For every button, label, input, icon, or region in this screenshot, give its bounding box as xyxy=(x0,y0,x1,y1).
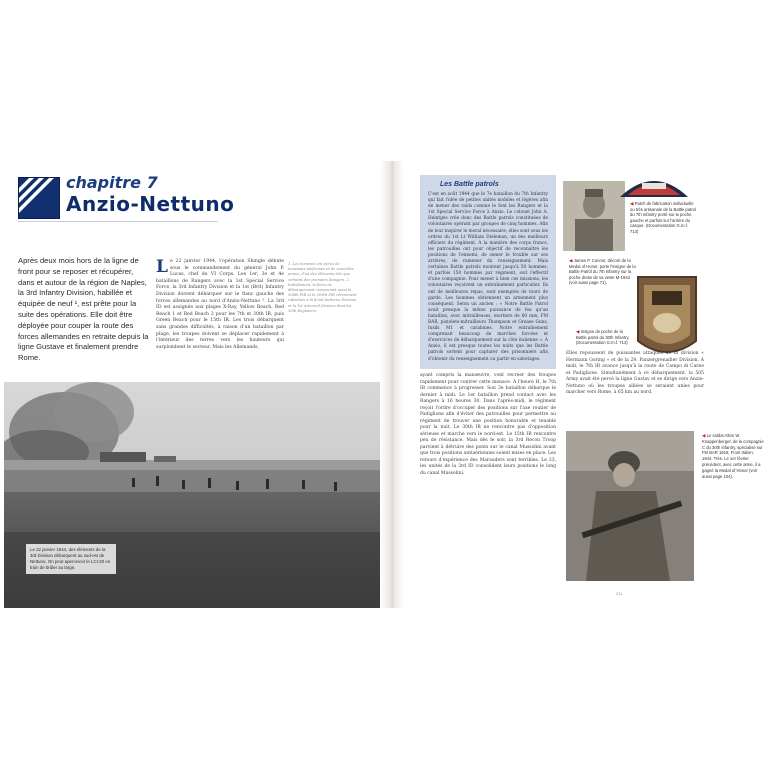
chapter-number: chapitre 7 xyxy=(66,173,158,192)
divider xyxy=(18,221,218,222)
left-page xyxy=(4,161,380,608)
division-insignia-icon xyxy=(18,177,60,219)
lead-paragraph: Après deux mois hors de la ligne de front pour se reposer et récupérer, dans et autour de la région de Naples, la 3rd Infantry Division, habillée et équipée de neuf ¹, est prête pour la suite des opérations. Elle doit être déployée pour couper la route des forces allemandes en retraite depuis la ligne Gustave et finalement prendre Rome. xyxy=(18,256,149,363)
soldier-with-bar-photo xyxy=(566,431,694,581)
sidebar-title: Les Battle patrols xyxy=(440,181,499,188)
book-gutter xyxy=(380,161,404,608)
pocket-insignia-icon xyxy=(634,271,700,363)
pointer-icon: ◀ xyxy=(630,201,635,206)
sidebar-body: C'est en août 1944 que le 7e bataillon du 7th Infantry qui fait l'idée de petites unités mobiles et légères afin de mener des raids comme le font les Rangers et la 1st Special Service Force à Anzio. Le colonel John A. Heintges crée donc des Battle patrols constituées de volontaires opérant par groupes de cinq hommes. Afin de leur inspirer le moral nécessaire, elles sont sous les ordres du 1st Lt William Dieleman, un des meilleurs officiers du régiment. À la manière des corps francs, les patrouilles ont pour objectif de reconnaître les positions de l'ennemi, de semer le trouble sur ses arrières, de ramener du renseignement. Mais certaines Battle patrols montent jusqu'à 50 hommes, et parfois 150 hommes par régiment, soit l'effectif d'une compagnie. Pour mener à bien ces missions, les volontaires reçoivent un entraînement particulier. Ils ont de meilleures repas, sont exemptés de tours de garde. Les hommes obtiennent un armement plus conséquent. Selon un ancien : « Notre Battle Patrol avait presque la même puissance de feu qu'un bataillon, avec mitrailleuses, mortiers de 60 mm, FM BAR, pistolets-mitrailleurs Thompson et Grease Guns, fusils M1 et carabines. Notre entraînement comprenait beaucoup de marches forcées et d'exercices de débarquement sur la côte italienne ». À Anzio, il est presque toutes les nuits que les Battle patrols sortent pour capturer des prisonniers afin d'obtenir du renseignement ou partir en sabotages. xyxy=(428,192,548,362)
beach-landing-photo xyxy=(4,382,380,608)
book-spread xyxy=(4,161,767,608)
body-text xyxy=(156,259,284,351)
right-page xyxy=(404,161,767,608)
insignia-caption: ◀ Insigne de poche de la Battle patrol du 30th Infantry. (Documentation G.m.f. 713) xyxy=(576,329,630,346)
soldier-portrait-photo xyxy=(563,181,625,251)
body-text-right-column: Elles repoussent de puissantes attaques de la division « Hermann Goring » et de la 29. Panzergrenadier Division. À midi, le 7th IR avance jusqu'à la route de Campo di Carne et Padiglione. Simultanément à ce débarquement, la 505 Army avait été percé la ligne Gustav et se dirige vers Anzio-Nettuno où les troupes alliées se seraient unies pour marcher vers Rome, à 65 km au nord. xyxy=(566,351,704,395)
body-paragraph: e 22 janvier 1944, l'opération Shingle débute sous le commandement du général John P. Lucas, chef du VI Corps. Les 1er, 3e et 4e bataillons de Rangers avec la 1st Special Service Force, la 3rd Infantry Division et la 1st (Brit) Infantry Division doivent débarquer sur le flanc gauche des forces allemandes au nord d'Anzio-Nettuno ². La 3rd ID est assignée aux plages X-Ray, Yellow Beach, Red Beach 1 et Red Beach 2 pour les 7th et 30th IR, puis Green Beach pour le 15th IR. Les trois débarquent sans grandes difficultés, à raison d'un bataillon par plage, les troupes doivent se déplacer rapidement à l'intérieur des terres vers les hauteurs qui surplombent le secteur. Mais les Allemands, xyxy=(156,259,284,350)
patch-caption: ◀ Patch de fabrication individuelle ou très artisanale de la Battle patrol du 7th Infantry porté sur la poche gauche et parfois sur l'arrière du casque. (Documentation G.m.f. 713) xyxy=(630,201,696,234)
body-text-left-column: ayant compris la manœuvre, vont recréer des troupes rapidement pour contrer cette menace. À l'heure H, le 7th IR commence à progresser. Son 3e bataillon débarque le dernier à midi. Le 1er bataillon prend contact avec les Rangers à 16 heures 30. Dans l'après-midi, le régiment reçoit l'ordre d'occuper des positions sur l'axe routier de Padiglione afin d'éviter des patrouilles pour permettre au régiment de trouver une position honorable et tenable pour la nuit. Le 30th IR ne rencontre pas d'opposition sérieuse et marche vers le nord-est. Le 15th IR rencontre peu de résistance. Mais dès le soir, la 3rd Recon Troop parvient à détruire des ponts sur le canal Mussolini avant que trois positions antiaériennes soient mises en place. Les retours d'expérience des Marauders sont terribles. Le 23, les unités de la 3rd ID consolident leurs positions le long du canal Mussolini. xyxy=(420,373,556,476)
page-number: 211 xyxy=(616,591,623,596)
chapter-title: Anzio-Nettuno xyxy=(66,192,235,216)
photo-caption: Le 22 janvier 1944, des éléments de la 3rd Division débarquent au sud-est de Nettuno. On peut apercevoir le LCI-20 en train de brûler au large. xyxy=(26,544,116,574)
battle-patrol-patch-icon xyxy=(618,171,690,199)
pointer-icon: ◀ xyxy=(569,258,574,263)
pointer-icon: ◀ xyxy=(702,433,707,438)
pointer-icon: ◀ xyxy=(576,329,581,334)
drop-cap: L xyxy=(156,257,168,277)
footnotes: 1. Les hommes ont perçu de nouveaux uniformes et de nouvelles armes, d'où des éléments tels que certains des premiers Rangers. 2. Initialement, la force de débarquement comprenait aussi le 504th PIR et le 509th PIR récemment rattachés à la 82nd Airborne Division et la 1st Armored Division dont les 36th Engineers. xyxy=(288,262,357,313)
battle-patrols-sidebar xyxy=(420,175,556,369)
portrait-caption: ◀ James P. Connor, décoré de la Medal of Honor, porte l'insigne de la Battle Patrol du 7th Infantry sur la poche droite de sa veste M-1943 (voir aussi page 71). xyxy=(569,258,636,286)
soldier-caption: ◀ Le soldat Alton W. Knappenberger, de la compagnie C du 30th Infantry, spécialisé sur FM BAR 1918, Front Italien, 1944. Très. Le 1er février précédent, avec cette arme, il a gagné la Medal of Honor (voir aussi page 104). xyxy=(702,433,764,479)
